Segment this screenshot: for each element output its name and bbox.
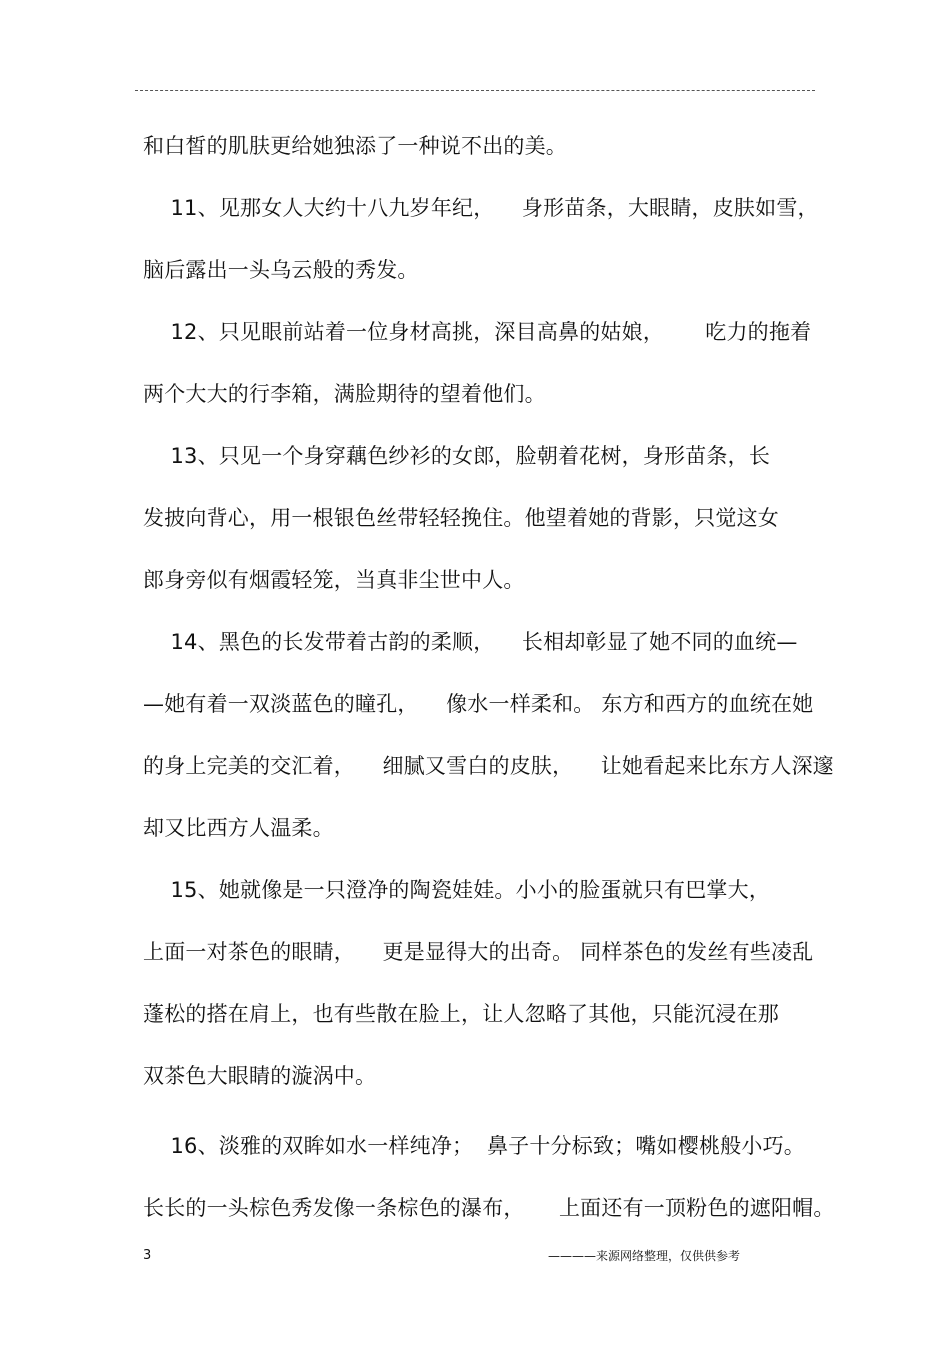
text-line: 13、只见一个身穿藕色纱衫的女郎，脸朝着花树，身形苗条，长: [143, 444, 771, 468]
text-line: —她有着一双淡蓝色的瞳孔， 像水一样柔和。 东方和西方的血统在她: [143, 692, 814, 716]
text-line: 11、见那女人大约十八九岁年纪， 身形苗条，大眼睛，皮肤如雪，: [143, 196, 819, 220]
text-line: 脑后露出一头乌云般的秀发。: [143, 258, 419, 282]
text-line: 双茶色大眼睛的漩涡中。: [143, 1064, 377, 1088]
text-line: 15、她就像是一只澄净的陶瓷娃娃。小小的脸蛋就只有巴掌大，: [143, 878, 771, 902]
text-line: 两个大大的行李箱，满脸期待的望着他们。: [143, 382, 546, 406]
text-line: 12、只见眼前站着一位身材高挑，深目高鼻的姑娘， 吃力的拖着: [143, 320, 812, 344]
footer-source-note: ————来源网络整理，仅供供参考: [548, 1249, 741, 1263]
text-line: 却又比西方人温柔。: [143, 816, 334, 840]
page-number: 3: [143, 1248, 152, 1263]
text-line: 14、黑色的长发带着古韵的柔顺， 长相却彰显了她不同的血统—: [143, 630, 798, 654]
text-line: 长长的一头棕色秀发像一条棕色的瀑布， 上面还有一顶粉色的遮阳帽。: [143, 1196, 835, 1220]
text-line: 蓬松的搭在肩上，也有些散在脸上，让人忽略了其他，只能沉浸在那: [143, 1002, 779, 1026]
text-line: 发披向背心，用一根银色丝带轻轻挽住。他望着她的背影，只觉这女: [143, 506, 779, 530]
text-line: 16、淡雅的双眸如水一样纯净； 鼻子十分标致；嘴如樱桃般小巧。: [143, 1134, 805, 1158]
text-line: 和白皙的肌肤更给她独添了一种说不出的美。: [143, 134, 567, 158]
text-line: 郎身旁似有烟霞轻笼，当真非尘世中人。: [143, 568, 525, 592]
text-line: 的身上完美的交汇着， 细腻又雪白的皮肤， 让她看起来比东方人深邃: [143, 754, 834, 778]
header-divider: [135, 90, 815, 91]
text-line: 上面一对茶色的眼睛， 更是显得大的出奇。 同样茶色的发丝有些凌乱: [143, 940, 814, 964]
